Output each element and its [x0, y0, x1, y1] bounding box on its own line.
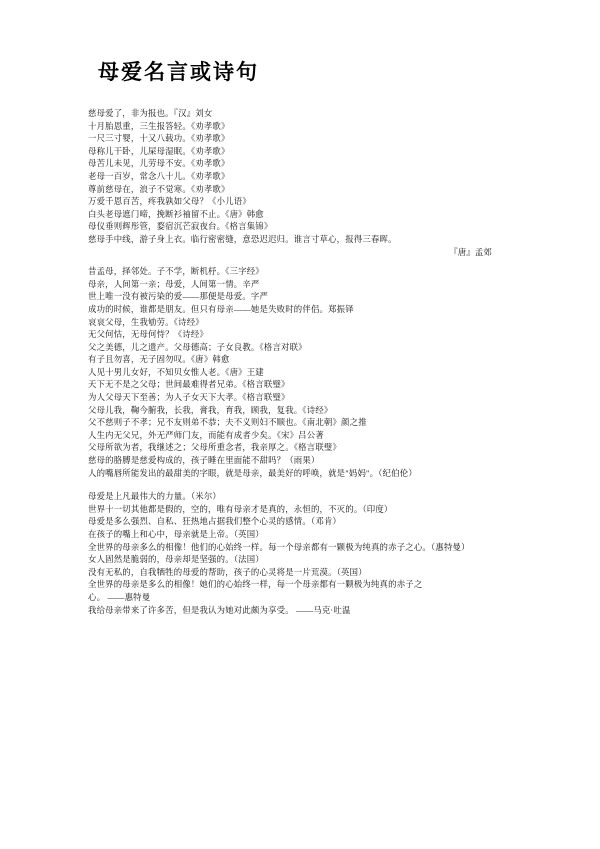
text-line: 有子且勿喜，无子固勿叹。《唐》韩愈 [88, 355, 230, 365]
text-line: 慈母爱了，非为报也。『汉』刘女 [88, 109, 213, 118]
section-spacer [88, 259, 550, 266]
text-line: 为人父母天下至善；为人子女天下大孝。《格言联璧》 [88, 393, 290, 403]
text-line: 世上唯一没有被污染的爱——那便是母爱。字严 [88, 292, 269, 302]
text-line: 父母儿我，鞠今腑我，长我，膏我，育我，顾我，复我。《诗经》 [88, 405, 333, 415]
text-line: 父不慈则子不孝；兄不友则弟不恭；夫不义则妇不顺也。《南北朝》颜之推 [88, 418, 367, 428]
text-line: 慈母的胳膊是慈爱构成的，孩子睡在里面能不甜吗？（雨果） [88, 456, 320, 466]
text-line: 一尺三寸婴，十又八载功。《劝孝歌》 [88, 134, 230, 144]
text-line: 母亲，人间第一亲；母爱，人间第一情。辛严 [88, 279, 260, 289]
text-line: 母仪垂则辉彤管，婺宿沉芒寂夜台。《格言集锦》 [88, 222, 273, 232]
text-line: 万爱千恩百苦，疼我孰如父母？《小儿语》 [88, 197, 251, 207]
text-line: 世界十一切其他都是假的，空的，唯有母亲才是真的，永恒的，不灭的。（印度） [88, 504, 393, 514]
text-line: 十月胎恩重，三生报答轻。《劝孝歌》 [88, 121, 230, 131]
text-line: 母爱是上凡最伟大的力量。（米尔） [88, 492, 222, 502]
text-line: 女人固然是脆弱的，母亲却是坚强的。（法国） [88, 555, 264, 565]
text-line: 父母所欲为者，我继述之；父母所重念者，我亲厚之。《格言联璧》 [88, 443, 342, 453]
text-line: 母爱是多么强烈、自私、狂热地占据我们整个心灵的感情。（邓肯） [88, 517, 342, 527]
section-poems-2 [88, 266, 550, 480]
text-line: 全世界的母亲多么的相像！他们的心始终一样。每一个母亲都有一颗极为纯真的赤子之心。（惠特曼） [88, 542, 470, 552]
text-line: 在孩子的嘴上和心中，母亲就是上帝。（英国） [88, 530, 264, 539]
text-line: 人的嘴唇所能发出的最甜美的字眼，就是母亲，最美好的呼唤，就是"妈妈"。（纪伯伦） [88, 468, 417, 478]
page-title: 母爱名言或诗句 [98, 59, 259, 84]
document-body [88, 108, 550, 617]
text-line: 心。 ——惠特曼 [88, 592, 151, 602]
text-line: 没有无私的，自我牺牲的母爱的帮助，孩子的心灵将是一片荒漠。（英国） [88, 567, 367, 577]
text-line: 哀哀父母，生我劬劳。《诗经》 [88, 317, 204, 327]
text-line: 白头老母遮门啼，挽断衫袖留不止。《唐》韩愈 [88, 209, 264, 219]
section-spacer [88, 480, 550, 491]
text-line: 老母一百岁，常念八十儿。《劝孝歌》 [88, 171, 230, 181]
text-line: 尊前慈母在，浪子不觉寒。《劝孝歌》 [88, 184, 230, 194]
text-line: 人见十男儿女好，不知贝女惟人老。《唐》王建 [88, 367, 264, 377]
text-line: 成功的时候，谁都是朋友。但只有母亲——她是失败时的伴侣。郑振铎 [88, 304, 354, 314]
section-quotes [88, 491, 550, 617]
text-line: 『唐』孟郊 [449, 247, 492, 257]
text-line: 我给母亲带来了许多苦，但是我认为她对此颇为享受。 ——马克·吐温 [88, 605, 351, 615]
text-line: 天下无不是之父母；世间最难得者兄弟。《格言联璧》 [88, 380, 290, 390]
text-line: 全世界的母亲是多么的相像！她们的心始终一样，每一个母亲都有一颗极为纯真的赤子之 [88, 580, 423, 590]
text-line: 父之美德，儿之遗产。父母德高；子女良教。《格言对联》 [88, 342, 307, 352]
section-poems-1 [88, 108, 550, 259]
text-line: 无父何怙，无母何恃？《诗经》 [88, 330, 209, 340]
text-line: 母苦儿未见，儿劳母不安。《劝孝歌》 [88, 159, 230, 169]
text-line: 昔孟母，择邻处。子不学，断机杼。《三字经》 [88, 267, 264, 277]
text-line: 慈母手中线，游子身上衣。临行密密缝，意恐迟迟归。谁言寸草心，报得三春晖。 [88, 234, 397, 244]
text-line: 母称儿干卧，儿屎母湿眠。《劝孝歌》 [88, 146, 230, 156]
text-line: 人生内无父兄，外无严师门友，而能有成者少矣。《宋》吕公著 [88, 430, 324, 440]
